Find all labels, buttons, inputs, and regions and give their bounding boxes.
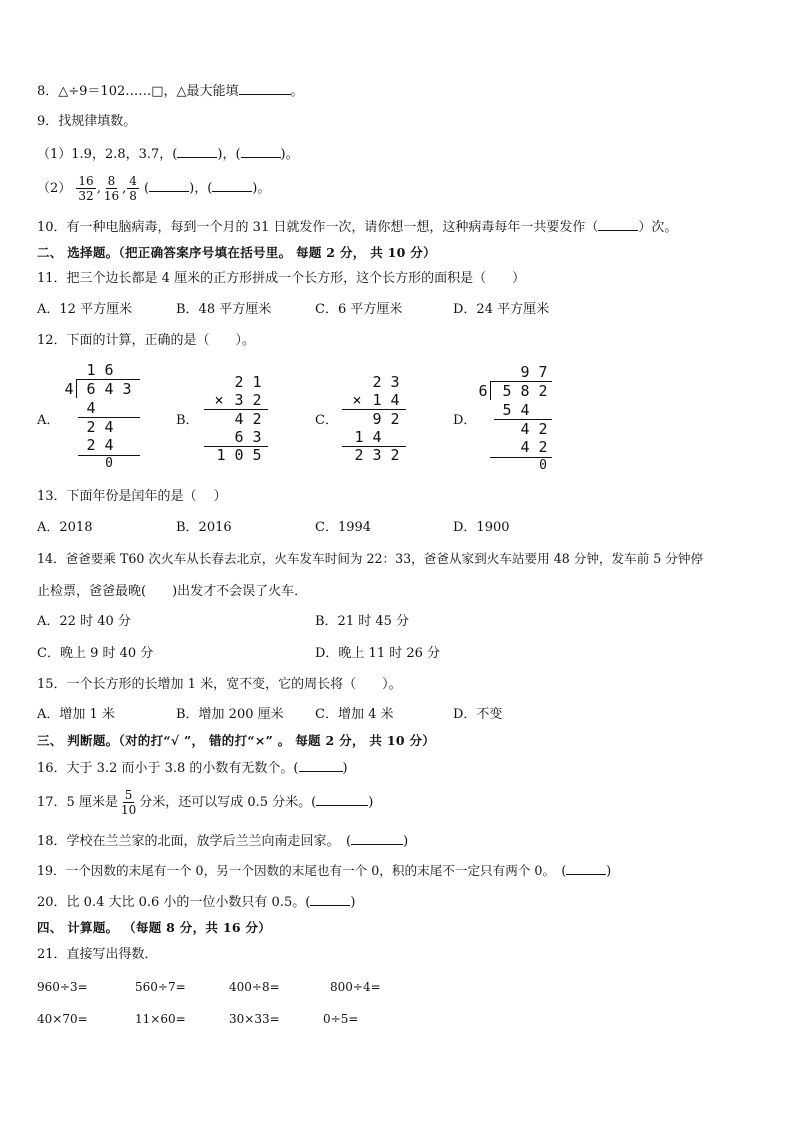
calc-item: 0÷5= [323, 1012, 359, 1026]
question-10 [37, 218, 677, 237]
calc-item: 800÷4= [330, 980, 381, 994]
fraction [102, 174, 121, 203]
calc-item: 560÷7= [135, 980, 186, 994]
denominator: 10 [120, 803, 137, 817]
question-21: 21．直接写出得数． [37, 947, 158, 962]
digit: 4 [64, 380, 74, 398]
digit: 4 [104, 380, 114, 398]
q17-end: ) [368, 795, 374, 810]
option-d[interactable]: D．不变 [453, 707, 503, 722]
digit: 4 [104, 436, 114, 454]
answer-blank[interactable] [598, 218, 638, 231]
option-a[interactable]: A．2018 [37, 520, 93, 535]
digit: 3 [122, 380, 132, 398]
digit: 3 [252, 428, 262, 446]
q19-text: 19．一个因数的末尾有一个 0，另一个因数的末尾也有一个 0，积的末尾不一定只有两个 0。 ( [37, 863, 567, 878]
option-d[interactable]: D．晚上 11 时 26 分 [315, 646, 441, 661]
q10-end: ）次。 [638, 220, 678, 235]
digit: 2 [372, 373, 382, 391]
option-a[interactable]: A．增加 1 米 [37, 707, 115, 722]
digit: 4 [520, 420, 530, 438]
digit: 2 [252, 391, 262, 409]
digit: 4 [520, 438, 530, 456]
q17-text-2: 分米，还可以写成 0.5 分米。( [139, 795, 317, 810]
q19-end: ) [606, 863, 612, 878]
answer-blank[interactable] [316, 793, 368, 806]
answer-blank[interactable] [212, 179, 252, 192]
fraction [127, 174, 139, 203]
digit: 3 [390, 373, 400, 391]
option-d[interactable]: D． [453, 413, 477, 428]
q20-text: 20．比 0.4 大比 0.6 小的一位小数只有 0.5。( [37, 895, 311, 910]
answer-blank[interactable] [149, 179, 189, 192]
option-a[interactable]: A．12 平方厘米 [37, 302, 133, 317]
digit: 0 [539, 458, 547, 473]
digit: 4 [86, 399, 96, 417]
question-8 [37, 82, 304, 101]
answer-blank[interactable] [239, 82, 291, 95]
digit: 4 [390, 391, 400, 409]
q9-p1-mid: )，( [217, 147, 241, 162]
question-15: 15．一个长方形的长增加 1 米，宽不变，它的周长将（ ）。 [37, 677, 402, 692]
multiplication-c [338, 374, 408, 474]
digit: 2 [86, 436, 96, 454]
calc-item: 30×33= [229, 1012, 280, 1026]
digit: 9 [520, 363, 530, 381]
digit: 3 [234, 391, 244, 409]
numerator: 16 [78, 174, 94, 188]
option-a[interactable]: A．22 时 40 分 [37, 614, 131, 629]
digit: 8 [520, 382, 530, 400]
answer-blank[interactable] [299, 759, 343, 772]
question-9-title: 9．找规律填数。 [37, 114, 137, 129]
digit: 3 [372, 446, 382, 464]
denominator: 8 [129, 189, 137, 203]
q17-text: 17．5 厘米是 [37, 795, 118, 810]
q16-end: ) [342, 761, 348, 776]
digit: 4 [520, 401, 530, 419]
question-16 [37, 759, 348, 778]
digit: 2 [252, 410, 262, 428]
digit: 4 [372, 428, 382, 446]
digit: 2 [538, 420, 548, 438]
question-17 [37, 786, 373, 820]
q16-text: 16．大于 3.2 而小于 3.8 的小数有无数个。( [37, 761, 299, 776]
option-c[interactable]: C． [315, 413, 338, 428]
denominator: 32 [78, 189, 94, 203]
digit: 0 [234, 446, 244, 464]
question-14-line1: 14．爸爸要乘 T60 次火车从长春去北京，火车发车时间为 22：33，爸爸从家到火车站要用 48 分钟，发车前 5 分钟停 [37, 551, 704, 566]
option-b[interactable]: B．21 时 45 分 [315, 614, 410, 629]
digit: 2 [354, 446, 364, 464]
section-3-header: 三、 判断题。（对的打“√ ”， 错的打“×” 。 每题 2 分， 共 10 分） [37, 733, 436, 748]
digit: 0 [105, 456, 113, 471]
division-bracket [490, 381, 491, 400]
digit: 5 [252, 446, 262, 464]
digit: 1 [252, 373, 262, 391]
digit: 7 [538, 363, 548, 381]
fraction [119, 788, 138, 817]
option-c[interactable]: C．6 平方厘米 [315, 302, 403, 317]
option-c[interactable]: C．1994 [315, 520, 372, 535]
calc-item: 960÷3= [37, 980, 88, 994]
digit: 2 [86, 418, 96, 436]
digit: 1 [354, 428, 364, 446]
calc-item: 400÷8= [229, 980, 280, 994]
digit: 6 [478, 382, 488, 400]
question-19 [37, 862, 611, 880]
q8-text: 8．△÷9＝102……□，△最大能填 [37, 84, 239, 99]
digit: 5 [502, 382, 512, 400]
option-b[interactable]: B．增加 200 厘米 [176, 707, 284, 722]
option-c[interactable]: C．增加 4 米 [315, 707, 394, 722]
digit: 2 [538, 438, 548, 456]
q9-p2-end: )。 [252, 181, 271, 196]
question-13: 13．下面年份是闰年的是（ ） [37, 489, 227, 504]
option-c[interactable]: C．晚上 9 时 40 分 [37, 646, 154, 661]
digit: 2 [390, 410, 400, 428]
section-4-header: 四、 计算题。 （每题 8 分，共 16 分） [37, 920, 272, 935]
digit: 6 [234, 428, 244, 446]
q20-end: ) [350, 895, 356, 910]
q18-text: 18．学校在兰兰家的北面，放学后兰兰向南走回家。 ( [37, 834, 352, 849]
section-2-header: 二、 选择题。（把正确答案序号填在括号里。 每题 2 分， 共 10 分） [37, 245, 436, 260]
q18-end: ) [403, 834, 409, 849]
digit: 2 [390, 446, 400, 464]
digit: 4 [234, 410, 244, 428]
q9-p2-mid2: )，( [189, 181, 213, 196]
option-b[interactable]: B．2016 [176, 520, 232, 535]
question-12: 12．下面的计算，正确的是（ ）。 [37, 333, 256, 348]
answer-blank[interactable] [241, 145, 281, 158]
option-d[interactable]: D．1900 [453, 520, 510, 535]
q9-p1-text: （1）1.9，2.8，3.7，( [37, 147, 178, 162]
answer-blank[interactable] [566, 862, 606, 875]
q10-text: 10．有一种电脑病毒，每到一个月的 31 日就发作一次，请你想一想，这种病毒每年一共要发作（ [37, 220, 599, 235]
digit: 5 [502, 401, 512, 419]
q9-p2-label: （2） [37, 181, 72, 196]
q8-end: 。 [290, 84, 304, 99]
long-division-a [64, 362, 144, 472]
digit: 4 [104, 418, 114, 436]
digit: 1 [216, 446, 226, 464]
question-14-line2: 止检票，爸爸最晚( )出发才不会误了火车． [37, 584, 308, 599]
q9-p2-mid1: ( [144, 181, 150, 196]
question-9-part1 [37, 145, 299, 164]
digit: 6 [86, 380, 96, 398]
digit: 1 [372, 391, 382, 409]
digit: 1 [86, 361, 96, 379]
division-bracket [76, 379, 77, 398]
question-9-part2: （2） $\frac{16}{32}$ , $\frac{8}{16}$ , $\frac{4}{8}$ ( )，( )。 [37, 174, 271, 203]
answer-blank[interactable] [310, 893, 350, 906]
option-a[interactable]: A． [37, 413, 60, 428]
answer-blank[interactable] [177, 145, 217, 158]
fraction [76, 174, 95, 203]
option-b[interactable]: B．48 平方厘米 [176, 302, 272, 317]
times-sign: × [352, 391, 362, 409]
digit: 9 [372, 410, 382, 428]
numerator: 4 [129, 174, 137, 188]
calc-item: 40×70= [37, 1012, 88, 1026]
digit: 6 [104, 361, 114, 379]
calc-item: 11×60= [135, 1012, 186, 1026]
times-sign: × [214, 391, 224, 409]
numerator: 8 [107, 174, 116, 188]
multiplication-b [200, 374, 270, 474]
question-20 [37, 893, 355, 912]
q9-p1-end: )。 [280, 147, 299, 162]
option-b[interactable]: B． [176, 413, 199, 428]
question-18 [37, 832, 408, 851]
digit: 2 [538, 382, 548, 400]
option-d[interactable]: D．24 平方厘米 [453, 302, 550, 317]
long-division-d [476, 364, 556, 474]
numerator: 5 [124, 788, 133, 802]
digit: 2 [234, 373, 244, 391]
denominator: 16 [103, 189, 120, 203]
question-11: 11．把三个边长都是 4 厘米的正方形拼成一个长方形，这个长方形的面积是（ ） [37, 271, 526, 286]
answer-blank[interactable] [351, 832, 403, 845]
